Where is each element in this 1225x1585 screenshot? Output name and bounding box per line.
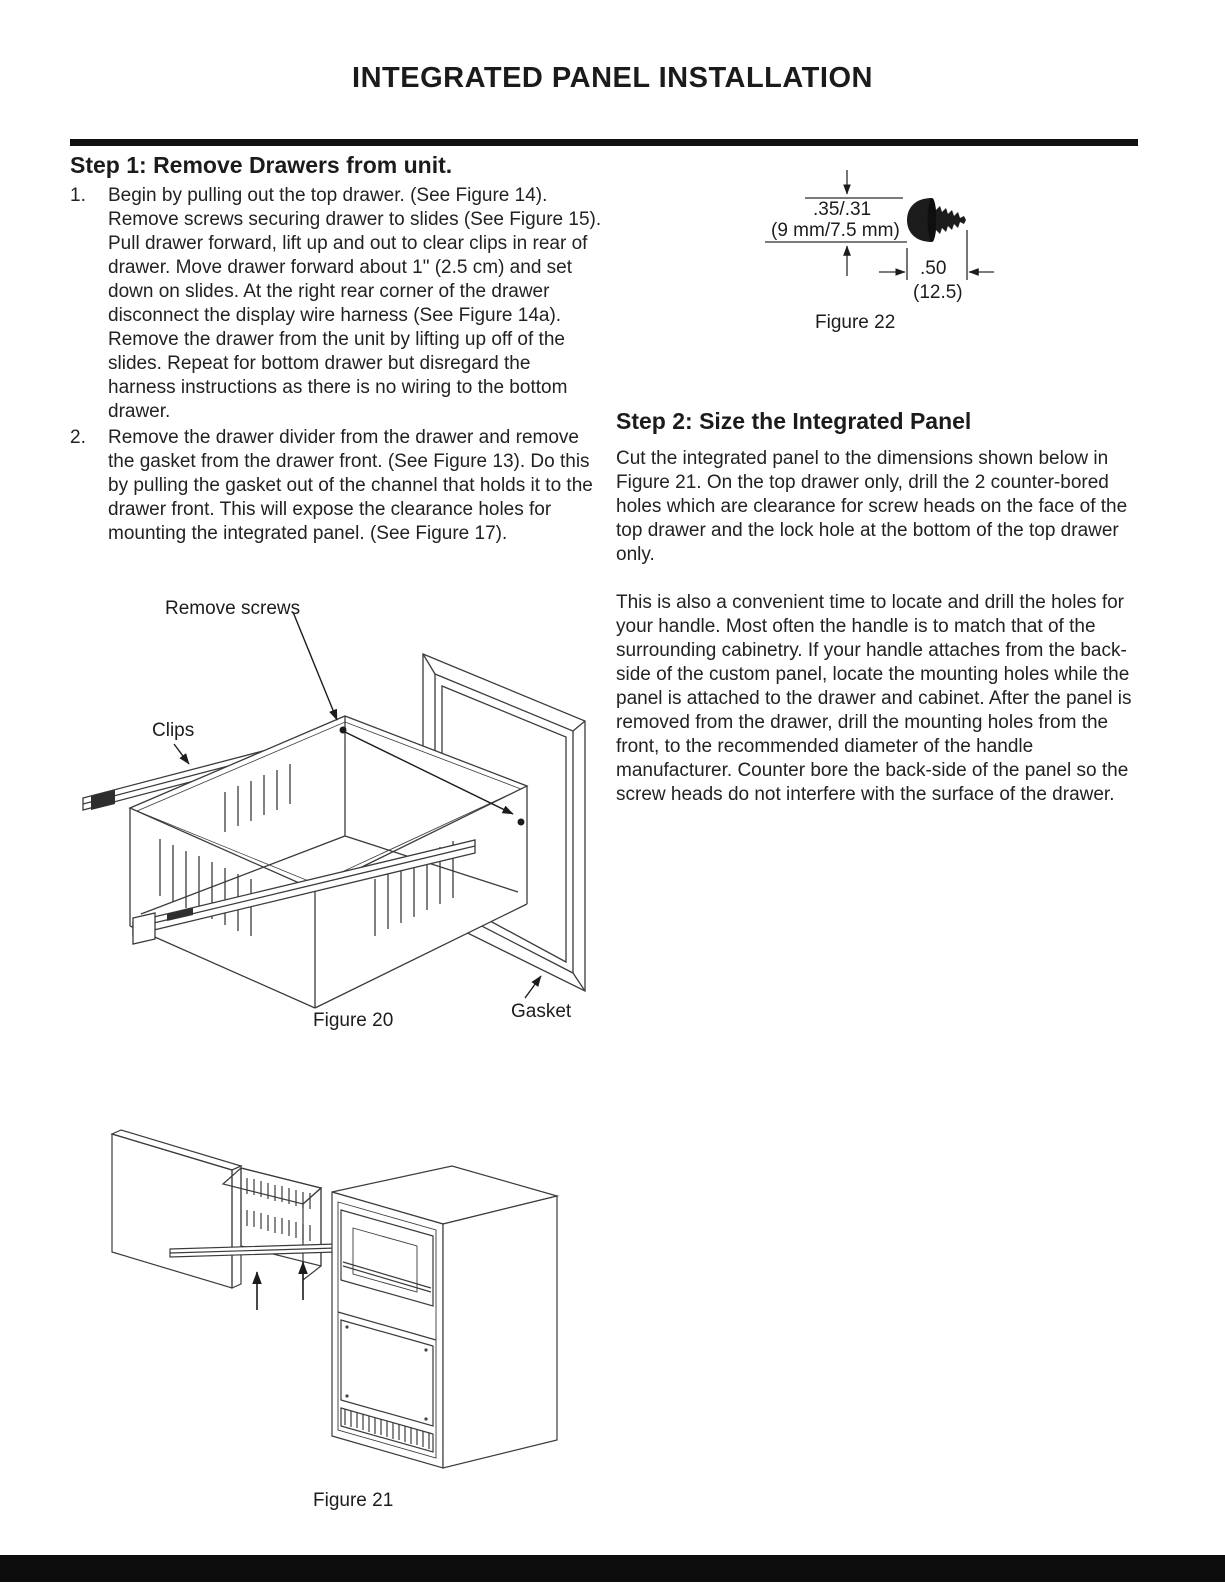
list-number: 2. (70, 427, 86, 448)
dimension-length: .50 (920, 258, 947, 279)
list-item (70, 184, 602, 424)
figure21-caption: Figure 21 (313, 1490, 394, 1511)
panel-sizing-drawing (95, 1128, 595, 1528)
gasket-label: Gasket (511, 1001, 572, 1022)
list-item-text: Begin by pulling out the top drawer. (See Figure 14). Remove screws securing drawer to slides (See Figure 15). Pull drawer forward, lift up and out to clear clips in rear of drawer. Move drawer forward about 1" (2.5 cm) and set down on slides. At the right rear corner of the drawer disconnect the display wire harness (See Figure 14a). Remove the drawer from the unit by lifting up off of the slides. Repeat for bottom drawer but disregard the harness instructions as there is no wiring to the bottom drawer. (108, 185, 602, 422)
step1-heading: Step 1: Remove Drawers from unit. (70, 152, 453, 178)
dimension-head-metric: (9 mm/7.5 mm) (771, 220, 900, 241)
step2-paragraph-2: This is also a convenient time to locate and drill the holes for your handle. Most often the handle is to match that of the surrounding cabinetry. If your handle attaches from the back-side of the custom panel, locate the mounting holes while the panel is attached to the drawer and cabinet. After the panel is removed from the drawer, drill the mounting holes from the front, to the recommended diameter of the handle manufacturer. Counter bore the back-side of the panel so the screw heads do not interfere with the surface of the drawer. (616, 592, 1132, 805)
dimension-length-metric: (12.5) (913, 282, 963, 303)
list-number: 1. (70, 185, 86, 206)
list-item (70, 426, 602, 546)
screw-icon (907, 198, 966, 242)
figure20 (75, 596, 597, 1074)
list-item-text: Remove the drawer divider from the drawer and remove the gasket from the drawer front. (See Figure 13). Do this by pulling the gasket out of the channel that holds it to the drawer front. This will expose the clearance holes for mounting the integrated panel. (See Figure 17). (108, 427, 593, 544)
step2-heading: Step 2: Size the Integrated Panel (616, 408, 972, 434)
title-divider (70, 139, 1138, 146)
figure21 (95, 1128, 595, 1528)
step1-section (70, 152, 602, 546)
figure22-caption: Figure 22 (815, 312, 896, 333)
clips-label: Clips (152, 720, 195, 741)
page-title: INTEGRATED PANEL INSTALLATION (352, 62, 873, 94)
figure20-caption: Figure 20 (313, 1010, 394, 1031)
footer-bar (0, 1555, 1225, 1582)
dimension-head: .35/.31 (813, 199, 872, 220)
step2-section (616, 408, 1144, 807)
figure22 (735, 168, 1080, 346)
remove-screws-label: Remove screws (165, 598, 301, 619)
step2-paragraph-1: Cut the integrated panel to the dimensions shown below in Figure 21. On the top drawer only, drill the 2 counter-bored holes which are clearance for screw heads on the face of the top drawer and the lock hole at the bottom of the top drawer only. (616, 448, 1128, 565)
